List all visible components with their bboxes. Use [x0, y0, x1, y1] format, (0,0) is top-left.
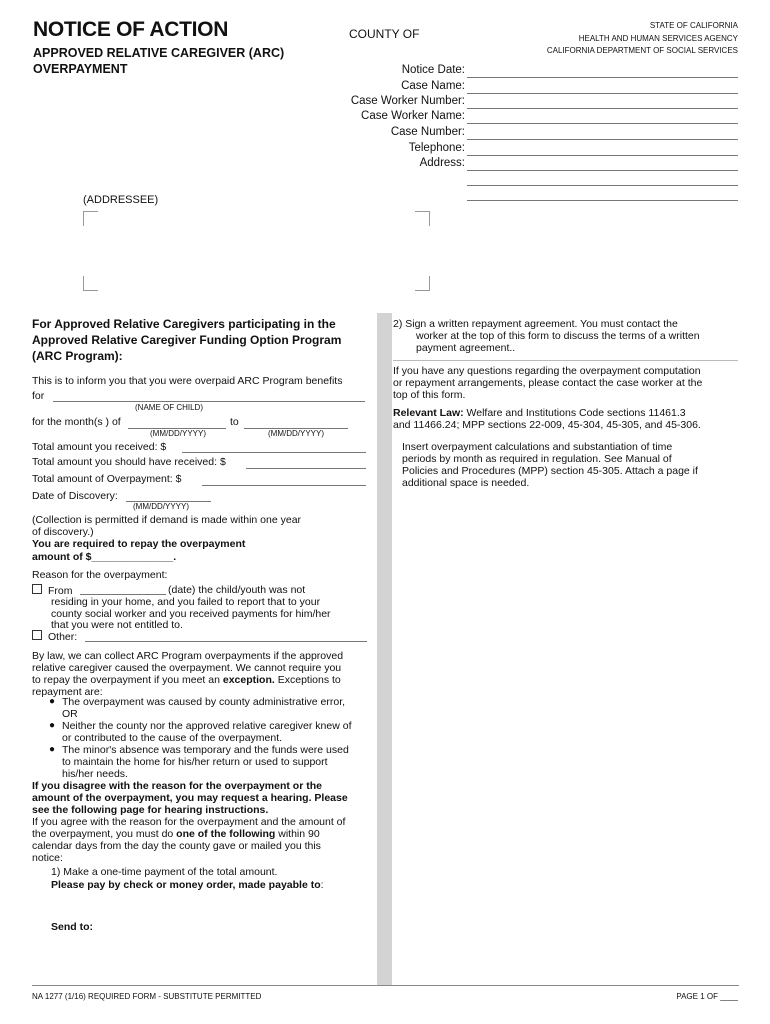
exception-item-3: ● The minor's absence was temporary and the funds were used to maintain the home for his/her return or used to support his/her needs.	[49, 744, 349, 780]
required-line-1: You are required to repay the overpayment	[32, 538, 246, 550]
address-window-corner-tr	[415, 211, 430, 226]
page-number: PAGE 1 OF ____	[676, 992, 738, 1001]
from-text-2: residing in your home, and you failed to report that to your	[51, 596, 321, 608]
law-line-3: to repay the overpayment if you meet an exception. Exceptions to	[32, 674, 341, 686]
option-2-paragraph: 2) Sign a written repayment agreement. You must contact the worker at the top of this form to discuss the terms of a written payment agreement..	[393, 318, 700, 354]
reason-from-checkbox[interactable]	[32, 584, 42, 594]
program-heading	[32, 316, 377, 364]
reason-from-date-field[interactable]	[80, 594, 166, 595]
from-text-1: (date) the child/youth was not	[168, 584, 306, 596]
insert-calculations-paragraph: Insert overpayment calculations and substantiation of time periods by month as required in regulation. See Manual of Policies and Procedures (MPP) section 45-305. Attach a page if additional space is needed.	[402, 441, 698, 489]
address-window-corner-bl	[83, 276, 98, 291]
program-heading-line-1: For Approved Relative Caregivers participating in the	[32, 317, 336, 331]
address-field-line-1[interactable]	[467, 170, 738, 171]
address-label: Address:	[419, 157, 465, 169]
case-name-label: Case Name:	[401, 80, 465, 92]
exception-item-1: ● The overpayment was caused by county administrative error, OR	[49, 696, 346, 720]
bullet-icon: ●	[49, 720, 56, 731]
address-window-corner-br	[415, 276, 430, 291]
total-should-label: Total amount you should have received: $	[32, 456, 226, 468]
collection-note-line-1: (Collection is permitted if demand is made within one year	[32, 514, 302, 526]
address-field-line-3[interactable]	[467, 200, 738, 201]
total-overpayment-field[interactable]	[202, 485, 366, 486]
reason-other-option	[32, 630, 77, 643]
option-1-payable: Please pay by check or money order, made payable to:	[51, 879, 324, 891]
law-line-1: By law, we can collect ARC Program overpayments if the approved	[32, 650, 344, 662]
form-subtitle-line-1: APPROVED RELATIVE CAREGIVER (ARC)	[33, 46, 285, 60]
telephone-field[interactable]	[467, 155, 738, 156]
disagree-paragraph: If you disagree with the reason for the overpayment or the amount of the overpayment, you may request a hearing. Please see the following page for hearing instructions.	[32, 780, 348, 816]
program-heading-line-3: (ARC Program):	[32, 349, 123, 363]
date-format-caption-3: (MM/DD/YYYY)	[133, 502, 189, 511]
agency-state: STATE OF CALIFORNIA	[649, 21, 738, 30]
case-worker-number-field[interactable]	[467, 108, 738, 109]
collection-note-line-2: of discovery.)	[32, 526, 94, 538]
send-to-label: Send to:	[51, 921, 93, 933]
from-text-4: that you were not entitled to.	[51, 619, 183, 631]
relevant-law-paragraph: Relevant Law: Welfare and Institutions Code sections 11461.3 and 11466.24; MPP sections 22-009, 45-304, 45-305, and 45-306.	[393, 407, 701, 431]
agency-hhs: HEALTH AND HUMAN SERVICES AGENCY	[578, 34, 738, 43]
bullet-icon: ●	[49, 696, 56, 707]
right-divider-line	[393, 360, 738, 361]
required-line-2: amount of $______________.	[32, 551, 177, 563]
law-line-4: repayment are:	[32, 686, 103, 698]
agree-paragraph: If you agree with the reason for the overpayment and the amount of the overpayment, you must do one of the following within 90 calendar days from the day the county gave or mailed you this notice:	[32, 816, 346, 864]
form-id: NA 1277 (1/16) REQUIRED FORM - SUBSTITUTE PERMITTED	[32, 992, 262, 1001]
bullet-icon: ●	[49, 744, 56, 755]
reason-label: Reason for the overpayment:	[32, 569, 168, 581]
form-title: NOTICE OF ACTION	[33, 18, 229, 41]
case-number-label: Case Number:	[390, 126, 465, 138]
case-worker-number-label: Case Worker Number:	[350, 95, 465, 107]
from-text-3: county social worker and you received payments for him/her	[51, 608, 331, 620]
address-field-line-2[interactable]	[467, 185, 738, 186]
law-line-2: relative caregiver caused the overpayment. We cannot require you	[32, 662, 342, 674]
reason-other-checkbox[interactable]	[32, 630, 42, 640]
inform-for-label: for	[32, 390, 45, 402]
case-worker-name-label: Case Worker Name:	[361, 110, 465, 122]
county-label: COUNTY OF	[349, 27, 420, 41]
case-name-field[interactable]	[467, 93, 738, 94]
child-name-field[interactable]	[53, 401, 365, 402]
months-label: for the month(s ) of	[32, 416, 121, 428]
law-paragraph	[32, 650, 378, 698]
reason-other-field[interactable]	[85, 641, 367, 642]
agency-cdss: CALIFORNIA DEPARTMENT OF SOCIAL SERVICES	[546, 46, 738, 55]
column-divider	[377, 313, 392, 985]
total-received-label: Total amount you received: $	[32, 441, 167, 453]
footer-rule	[32, 985, 739, 986]
case-worker-name-field[interactable]	[467, 123, 738, 124]
total-received-field[interactable]	[182, 452, 366, 453]
notice-date-field[interactable]	[467, 77, 738, 78]
address-window-corner-tl	[83, 211, 98, 226]
relevant-law-label: Relevant Law:	[393, 407, 464, 419]
date-format-caption-1: (MM/DD/YYYY)	[150, 429, 206, 438]
program-heading-line-2: Approved Relative Caregiver Funding Option Program	[32, 333, 342, 347]
notice-date-label: Notice Date:	[401, 64, 465, 76]
exception-item-2: ● Neither the county nor the approved relative caregiver knew of or contributed to the cause of the overpayment.	[49, 720, 352, 744]
to-label: to	[230, 416, 239, 428]
total-should-field[interactable]	[246, 468, 366, 469]
total-overpayment-label: Total amount of Overpayment: $	[32, 473, 182, 485]
child-name-caption: (NAME OF CHILD)	[135, 403, 203, 412]
option-1-text: 1) Make a one-time payment of the total amount.	[51, 866, 278, 878]
date-format-caption-2: (MM/DD/YYYY)	[268, 429, 324, 438]
other-label: Other:	[48, 631, 78, 643]
from-label: From	[48, 585, 73, 597]
questions-paragraph: If you have any questions regarding the overpayment computation or repayment arrangements, please contact the case worker at the top of this form.	[393, 365, 703, 401]
discovery-label: Date of Discovery:	[32, 490, 118, 502]
addressee-label: (ADDRESSEE)	[83, 194, 159, 206]
inform-text: This is to inform you that you were overpaid ARC Program benefits	[32, 375, 343, 387]
form-subtitle-line-2: OVERPAYMENT	[33, 62, 128, 76]
telephone-label: Telephone:	[408, 142, 465, 154]
exceptions-list	[51, 696, 381, 780]
case-number-field[interactable]	[467, 139, 738, 140]
